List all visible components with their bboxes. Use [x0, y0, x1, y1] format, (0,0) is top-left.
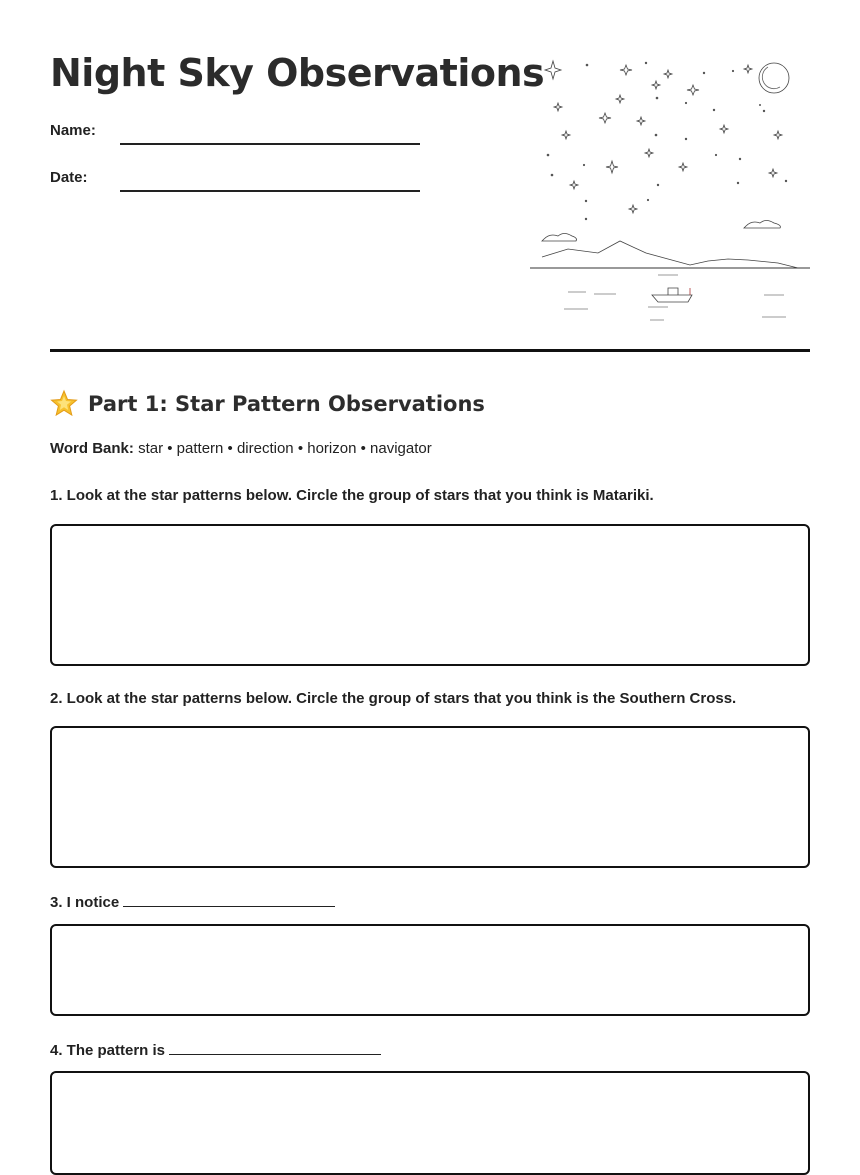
name-label: Name:: [50, 122, 96, 139]
page-title: Night Sky Observations: [50, 51, 545, 95]
name-field[interactable]: [50, 122, 430, 146]
fill-in-blank-3[interactable]: [123, 892, 335, 907]
question-1: 1. Look at the star patterns below. Circle the group of stars that you think is Matariki.: [50, 487, 654, 504]
star-icon: [554, 103, 562, 111]
star-icon: [606, 161, 618, 173]
answer-box-1[interactable]: [50, 524, 810, 666]
star-icon: [720, 125, 728, 133]
star-icon: [629, 205, 637, 213]
star-icon: [545, 61, 561, 79]
word-bank-label: Word Bank:: [50, 440, 134, 457]
date-line[interactable]: [120, 190, 420, 192]
star-icon: [652, 81, 660, 89]
star-icon: [599, 113, 611, 123]
star-icon: [687, 85, 699, 95]
section-heading: [50, 388, 485, 420]
star-icon: [616, 95, 624, 103]
question-2: 2. Look at the star patterns below. Circle the group of stars that you think is the Southern Cross.: [50, 690, 737, 707]
question-4: [50, 1040, 381, 1059]
section-title-text: Part 1: Star Pattern Observations: [88, 392, 485, 416]
star-icon: [769, 169, 777, 177]
question-3: [50, 892, 335, 911]
name-line[interactable]: [120, 143, 420, 145]
star-icon: [620, 65, 632, 75]
star-icon: [679, 163, 687, 171]
cloud-icon: [542, 234, 577, 242]
boat-icon: [652, 295, 692, 302]
night-sky-illustration: [528, 55, 812, 325]
star-icon: [744, 65, 752, 73]
question-3-text: 3. I notice: [50, 894, 120, 911]
answer-box-3[interactable]: [50, 924, 810, 1016]
star-icon: [664, 70, 672, 78]
answer-box-4[interactable]: [50, 1071, 810, 1175]
section-divider: [50, 349, 810, 352]
word-bank: [50, 440, 432, 457]
star-icon: [637, 117, 645, 125]
star-icon: [570, 181, 578, 189]
date-label: Date:: [50, 169, 88, 186]
word-bank-words: star • pattern • direction • horizon • navigator: [138, 440, 432, 457]
star-icon: [645, 149, 653, 157]
mountains-icon: [542, 241, 798, 268]
question-4-text: 4. The pattern is: [50, 1042, 166, 1059]
cloud-icon: [744, 221, 780, 229]
fill-in-blank-4[interactable]: [169, 1040, 381, 1055]
star-icon: [774, 131, 782, 139]
date-field[interactable]: [50, 169, 430, 193]
answer-box-2[interactable]: [50, 726, 810, 868]
glowing-star-icon: [50, 389, 78, 419]
star-icon: [562, 131, 570, 139]
